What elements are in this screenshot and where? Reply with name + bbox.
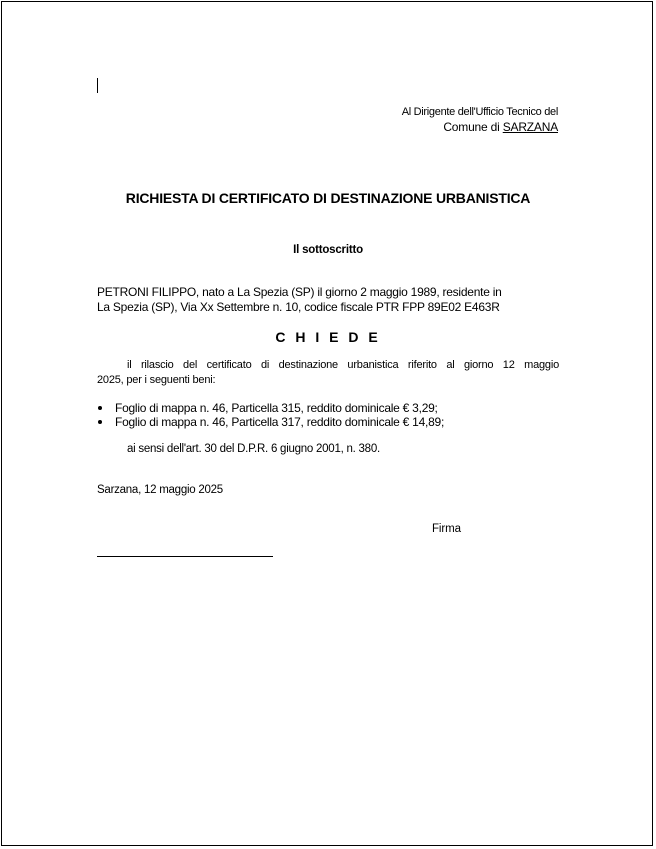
applicant-line-2: La Spezia (SP), Via Xx Settembre n. 10, codice fiscale PTR FPP 89E02 E463R xyxy=(97,300,500,314)
comune-prefix: Comune di xyxy=(443,120,503,134)
request-line-2: 2025, per i seguenti beni: xyxy=(97,374,216,386)
request-line-1 xyxy=(97,359,559,371)
bullet-icon xyxy=(98,406,102,410)
signature-label: Firma xyxy=(432,523,461,535)
addressee-line: Al Dirigente dell'Ufficio Tecnico del xyxy=(401,106,558,118)
legal-reference: ai sensi dell'art. 30 del D.P.R. 6 giugno 2001, n. 380. xyxy=(127,443,380,455)
request-line-1-text: il rilascio del certificato di destinazione urbanistica riferito al giorno 12 maggio xyxy=(127,359,559,371)
comune-city: SARZANA xyxy=(502,120,558,134)
signature-line xyxy=(97,556,273,557)
applicant-line-1: PETRONI FILIPPO, nato a La Spezia (SP) il giorno 2 maggio 1989, residente in xyxy=(97,285,502,299)
document-subtitle: Il sottoscritto xyxy=(293,244,363,256)
addressee-comune xyxy=(443,120,558,134)
place-date: Sarzana, 12 maggio 2025 xyxy=(97,484,223,496)
bullet-icon xyxy=(98,420,102,424)
list-item xyxy=(97,401,444,415)
parcel-list xyxy=(97,401,444,429)
document-title: RICHIESTA DI CERTIFICATO DI DESTINAZIONE URBANISTICA xyxy=(125,190,531,206)
list-item-text: Foglio di mappa n. 46, Particella 315, reddito dominicale € 3,29; xyxy=(115,401,438,415)
list-item-text: Foglio di mappa n. 46, Particella 317, reddito dominicale € 14,89; xyxy=(115,415,445,429)
chiede-heading: C H I E D E xyxy=(275,329,381,345)
list-item xyxy=(97,415,444,429)
text-cursor xyxy=(97,78,98,93)
